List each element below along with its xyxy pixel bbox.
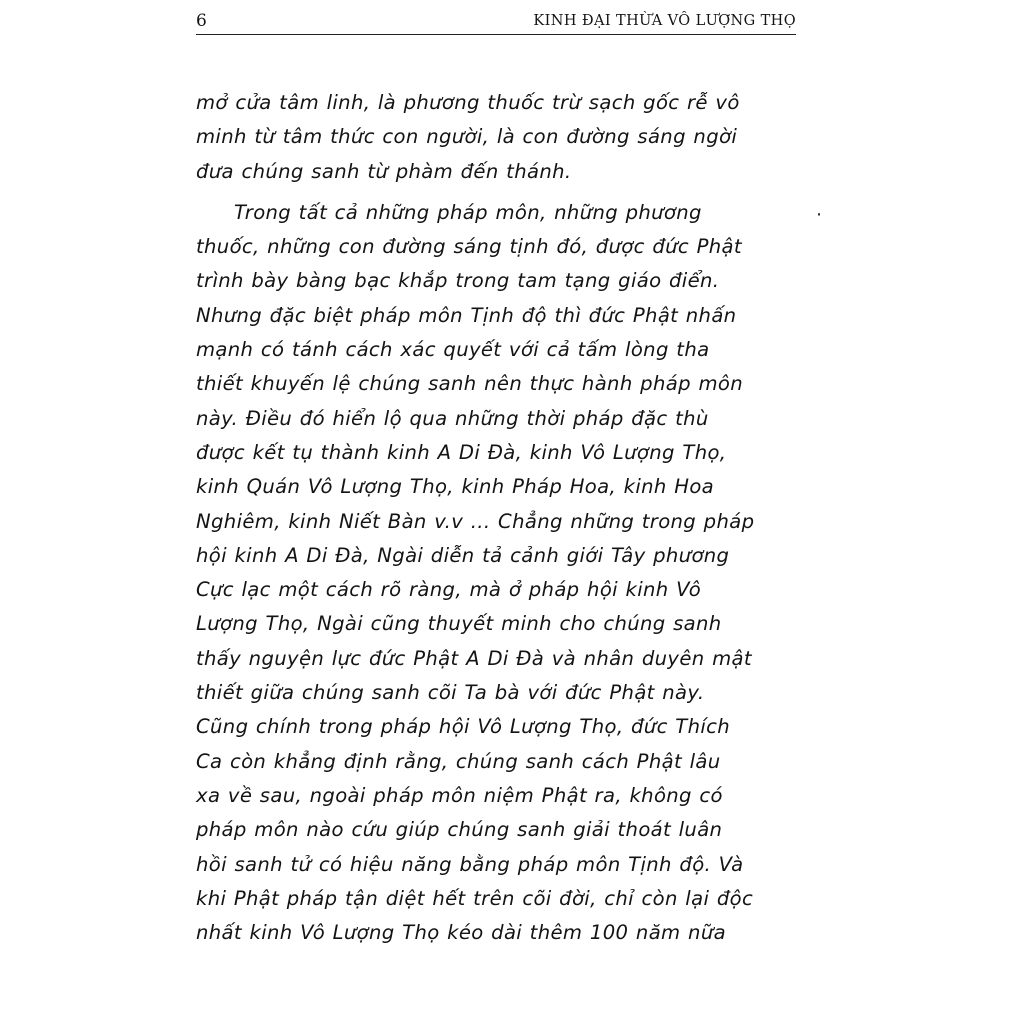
- text-line: Trong tất cả những pháp môn, những phương: [234, 200, 702, 224]
- text-line: nhất kinh Vô Lượng Thọ kéo dài thêm 100 năm nữa: [196, 921, 726, 945]
- body-text: [196, 86, 801, 950]
- page-header: [196, 8, 796, 35]
- text-line: hội kinh A Di Đà, Ngài diễn tả cảnh giới Tây phương: [196, 543, 730, 567]
- text-line: pháp môn nào cứu giúp chúng sanh giải thoát luân: [196, 818, 723, 842]
- running-title: KINH ĐẠI THỪA VÔ LƯỢNG THỌ: [533, 13, 796, 29]
- text-line: thấy nguyện lực đức Phật A Di Đà và nhân duyên mật: [196, 646, 752, 670]
- text-line: được kết tụ thành kinh A Di Đà, kinh Vô Lượng Thọ,: [196, 440, 727, 464]
- text-line: đưa chúng sanh từ phàm đến thánh.: [196, 159, 572, 183]
- text-line: khi Phật pháp tận diệt hết trên cõi đời, chỉ còn lại độc: [196, 886, 754, 910]
- text-line: Ca còn khẳng định rằng, chúng sanh cách Phật lâu: [196, 749, 721, 773]
- text-line: này. Điều đó hiển lộ qua những thời pháp đặc thù: [196, 406, 709, 430]
- text-line: thiết khuyến lệ chúng sanh nên thực hành pháp môn: [196, 372, 743, 396]
- text-line: mạnh có tánh cách xác quyết với cả tấm lòng tha: [196, 338, 710, 362]
- text-line: kinh Quán Vô Lượng Thọ, kinh Pháp Hoa, kinh Hoa: [196, 475, 715, 499]
- text-line: thuốc, những con đường sáng tịnh đó, được đức Phật: [196, 235, 742, 259]
- text-line: Cũng chính trong pháp hội Vô Lượng Thọ, đức Thích: [196, 715, 731, 739]
- text-line: mở cửa tâm linh, là phương thuốc trừ sạch gốc rễ vô: [196, 91, 740, 114]
- text-line: Nghiêm, kinh Niết Bàn v.v ... Chẳng những trong pháp: [196, 509, 755, 533]
- paragraph: [196, 196, 801, 951]
- text-line: xa về sau, ngoài pháp môn niệm Phật ra, không có: [196, 783, 723, 807]
- paragraph-continued: [196, 86, 801, 189]
- text-line: Nhưng đặc biệt pháp môn Tịnh độ thì đức Phật nhấn: [196, 303, 737, 327]
- text-line: Cực lạc một cách rõ ràng, mà ở pháp hội kinh Vô: [196, 578, 702, 602]
- print-speck: ·: [816, 204, 823, 226]
- text-line: minh từ tâm thức con người, là con đường sáng ngời: [196, 125, 738, 149]
- page-number: 6: [196, 11, 207, 31]
- text-line: thiết giữa chúng sanh cõi Ta bà với đức Phật này.: [196, 681, 705, 705]
- text-line: hồi sanh tử có hiệu năng bằng pháp môn Tịnh độ. Và: [196, 852, 744, 876]
- text-line: trình bày bàng bạc khắp trong tam tạng giáo điển.: [196, 269, 720, 293]
- text-line: Lượng Thọ, Ngài cũng thuyết minh cho chúng sanh: [196, 612, 722, 636]
